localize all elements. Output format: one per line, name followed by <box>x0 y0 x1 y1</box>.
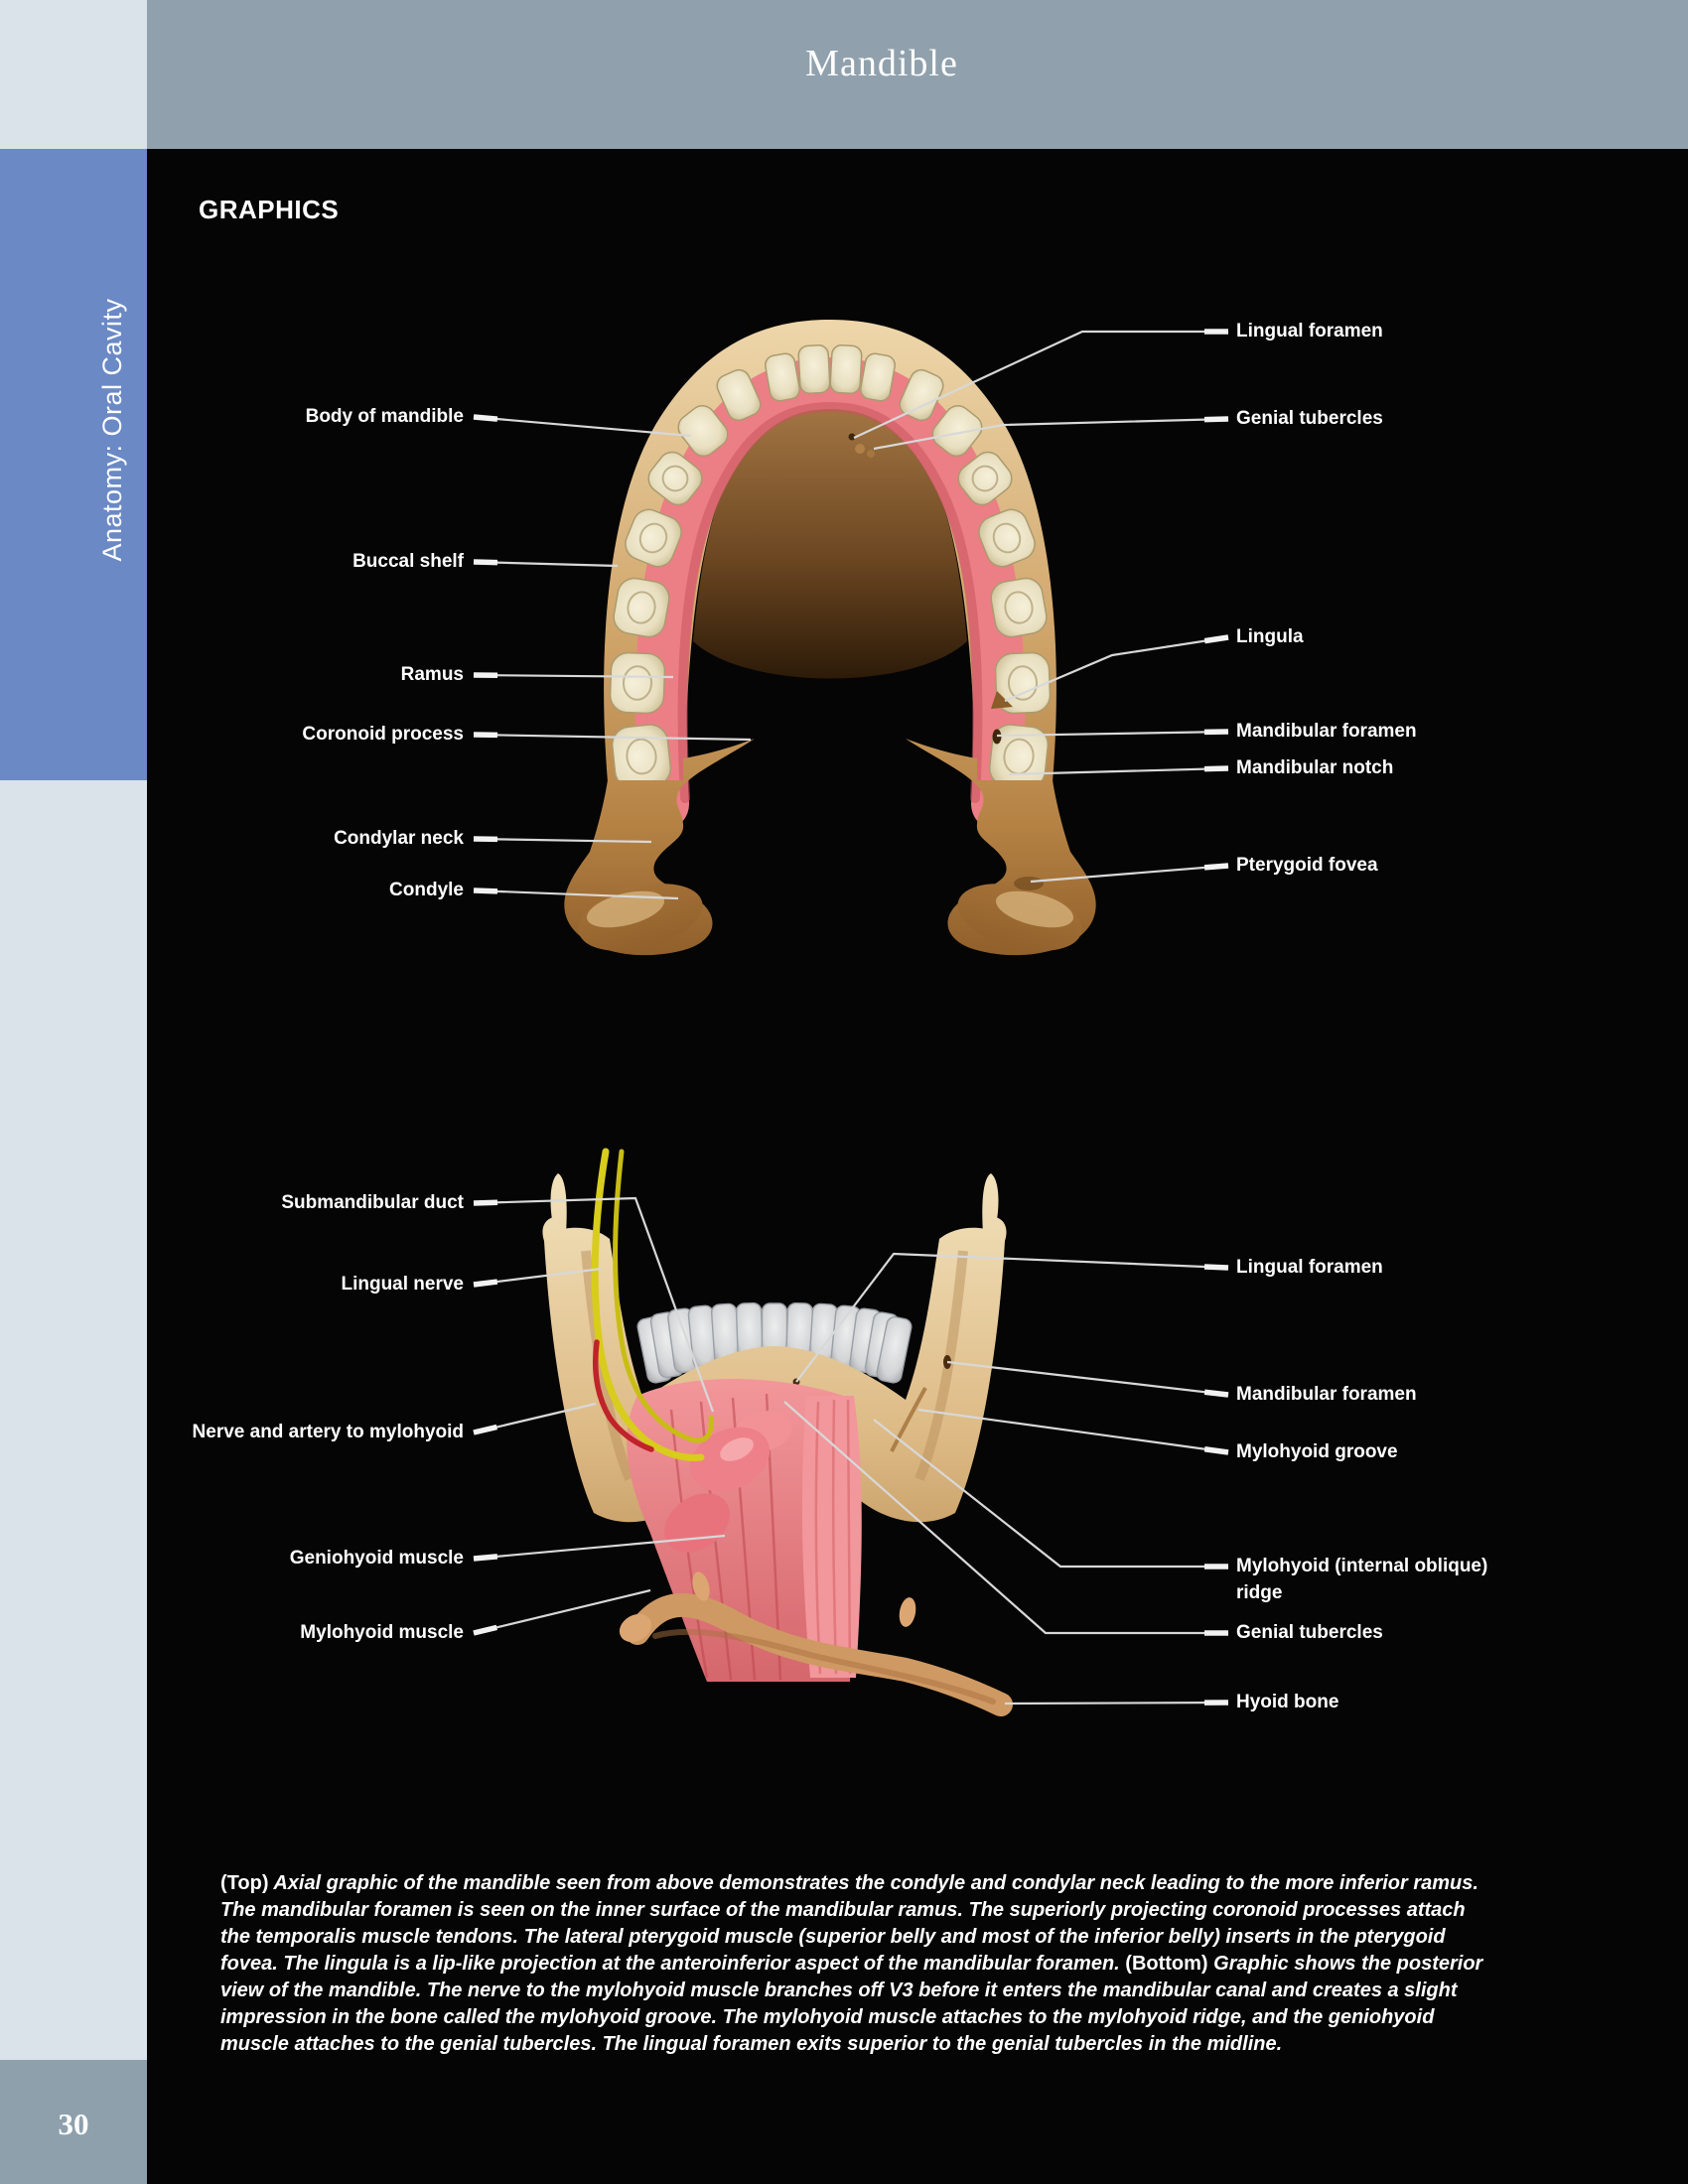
anatomy-label: Nerve and artery to mylohyoid <box>192 1422 464 1442</box>
page-number: 30 <box>58 2107 89 2141</box>
anatomy-label: Body of mandible <box>305 406 464 427</box>
page-header <box>147 0 1688 149</box>
anatomy-label: Lingual nerve <box>341 1274 464 1295</box>
anatomy-label: Condylar neck <box>334 828 464 849</box>
content-area <box>147 149 1688 2060</box>
caption-top-prefix: (Top) <box>220 1872 269 1894</box>
anatomy-label: Geniohyoid muscle <box>289 1548 464 1569</box>
anatomy-label: Coronoid process <box>302 724 464 745</box>
anatomy-label: Genial tubercles <box>1236 408 1383 429</box>
anatomy-label: Ramus <box>400 664 464 685</box>
figure-caption <box>220 1870 1483 2058</box>
caption-bottom-prefix: (Bottom) <box>1125 1953 1208 1975</box>
anatomy-label: Submandibular duct <box>281 1192 464 1213</box>
anatomy-label: Mandibular foramen <box>1236 1384 1417 1405</box>
anatomy-label: Pterygoid fovea <box>1236 855 1378 876</box>
anatomy-label: Lingual foramen <box>1236 1257 1383 1278</box>
anatomy-label: Mylohyoid (internal oblique) ridge <box>1236 1556 1488 1603</box>
anatomy-label: Mylohyoid muscle <box>300 1622 464 1643</box>
anatomy-label: Lingula <box>1236 626 1304 647</box>
graphics-heading: GRAPHICS <box>199 195 340 224</box>
anatomy-label: Condyle <box>389 880 464 900</box>
anatomy-label: Genial tubercles <box>1236 1622 1383 1643</box>
anatomy-label: Mandibular foramen <box>1236 721 1417 742</box>
sidebar-section-tab[interactable] <box>0 149 147 780</box>
anatomy-label: Buccal shelf <box>352 551 464 572</box>
anatomy-label: Hyoid bone <box>1236 1692 1339 1712</box>
anatomy-label: Mandibular notch <box>1236 757 1394 778</box>
anatomy-label: Mylohyoid groove <box>1236 1441 1398 1462</box>
sidebar-section-label: Anatomy: Oral Cavity <box>97 298 127 562</box>
caption-bottom-text: Graphic shows the posterior view of the mandible. The nerve to the mylohyoid muscle branches off V3 before it enters the mandibular canal and creates a slight impression in the bone called the mylohyoid groove. The mylohyoid muscle attaches to the mylohyoid ridge, and the geniohyoid muscle attaches to the genial tubercles. The lingual foramen exits superior to the genial tubercles in the midline. <box>220 1953 1483 2055</box>
anatomy-label: Lingual foramen <box>1236 321 1383 341</box>
caption-top-text: Axial graphic of the mandible seen from above demonstrates the condyle and condylar neck leading to the more inferior ramus. The mandibular foramen is seen on the inner surface of the mandibular ramus. The superiorly projecting coronoid processes attach the temporalis muscle tendons. The lateral pterygoid muscle (superior belly and most of the inferior belly) inserts in the pterygoid fovea. The lingula is a lip-like projection at the anteroinferior aspect of the mandibular foramen. <box>220 1872 1478 1975</box>
page-title: Mandible <box>805 43 958 84</box>
